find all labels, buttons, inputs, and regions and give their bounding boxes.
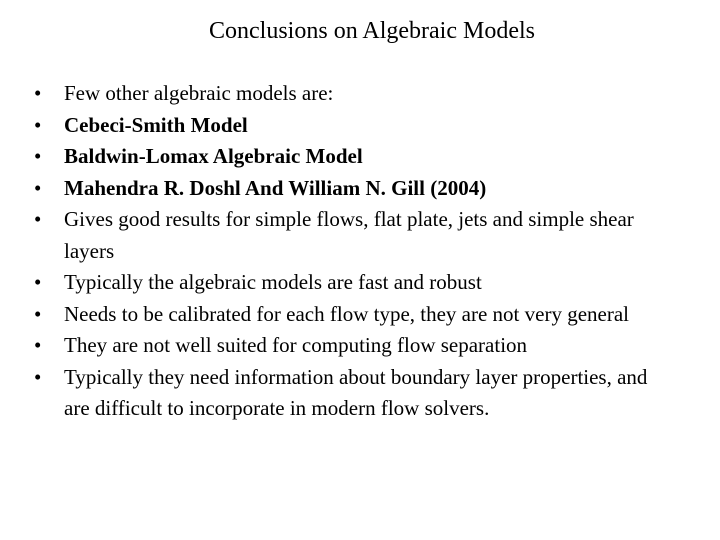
bullet-item [34, 173, 674, 205]
bullet-icon: • [34, 270, 42, 294]
bullet-text: Mahendra R. Doshl And William N. Gill (2004) [64, 175, 487, 200]
bullet-list [34, 78, 674, 425]
bullet-text: Baldwin-Lomax Algebraic Model [64, 144, 363, 168]
bullet-text: Needs to be calibrated for each flow type, they are not very general [64, 301, 629, 326]
bullet-item [34, 330, 674, 362]
bullet-text: Few other algebraic models are: [64, 81, 334, 105]
bullet-icon: • [34, 207, 42, 231]
bullet-text: Gives good results for simple flows, flat plate, jets and simple shear layers [64, 207, 634, 263]
bullet-icon: • [34, 364, 42, 389]
bullet-item [34, 110, 674, 142]
bullet-icon: • [34, 144, 42, 168]
bullet-icon: • [34, 81, 42, 105]
bullet-icon: • [34, 175, 42, 200]
bullet-item [34, 362, 674, 425]
bullet-item [34, 141, 674, 173]
bullet-item [34, 78, 674, 110]
bullet-text: Typically they need information about boundary layer properties, and are difficult to incorporate in modern flow solvers. [64, 364, 648, 420]
bullet-item [34, 299, 674, 331]
bullet-icon: • [34, 112, 42, 137]
slide-title: Conclusions on Algebraic Models [209, 18, 535, 44]
bullet-icon: • [34, 333, 42, 357]
bullet-item [34, 267, 674, 299]
bullet-text: Typically the algebraic models are fast and robust [64, 270, 482, 294]
bullet-item [34, 204, 674, 267]
bullet-icon: • [34, 301, 42, 326]
bullet-text: They are not well suited for computing flow separation [64, 333, 528, 357]
bullet-text: Cebeci-Smith Model [64, 112, 248, 137]
